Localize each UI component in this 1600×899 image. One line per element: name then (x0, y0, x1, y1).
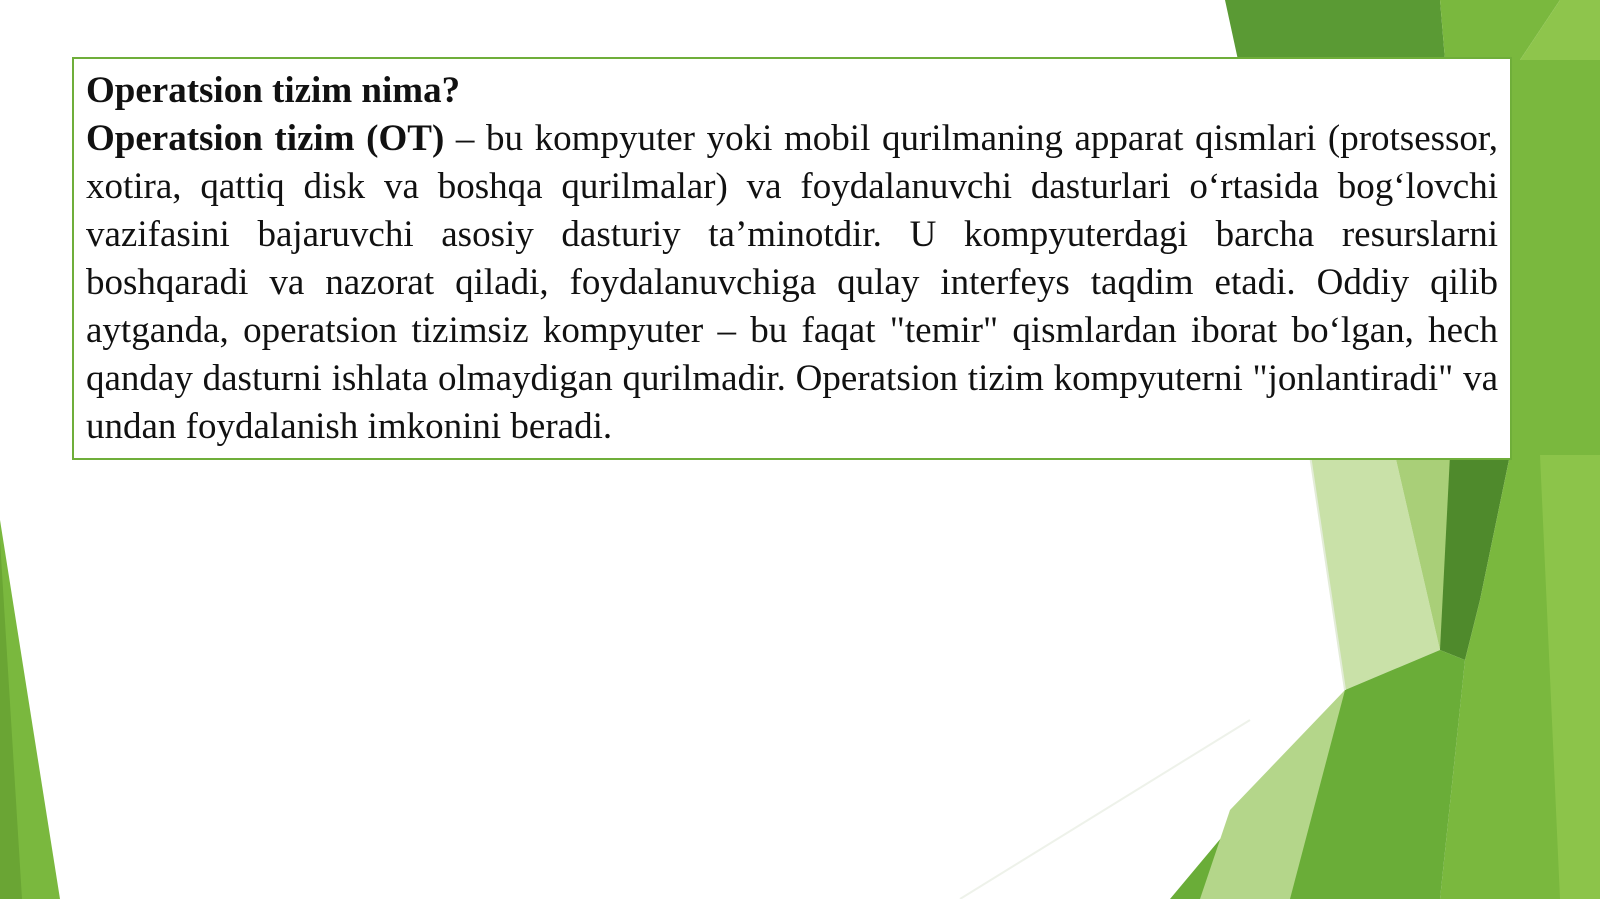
definition-term: Operatsion tizim (OT) (86, 118, 445, 159)
definition-text: – bu kompyuter yoki mobil qurilmaning apparat qismlari (protsessor, xotira, qattiq disk va boshqa qurilmalar) va foydalanuvchi dasturlari o‘rtasida bog‘lovchi vazifasini bajaruvchi asosiy dasturiy ta’minotdir. U kompyuterdagi barcha resurslarni boshqaradi va nazorat qiladi, foydalanuvchiga qulay interfeys taqdim etadi. Oddiy qilib aytganda, operatsion tizimsiz kompyuter – bu faqat "temir" qismlardan iborat bo‘lgan, hech qanday dasturni ishlata olmaydigan qurilmadir. Operatsion tizim kompyuterni "jonlantiradi" va undan foydalanish imkonini beradi. (86, 118, 1499, 447)
right-edge-band (1510, 60, 1600, 455)
slide-heading: Operatsion tizim nima? (86, 70, 461, 111)
definition-paragraph (86, 115, 1498, 451)
content-text-box (72, 57, 1512, 460)
right-top-dark-facet (1225, 0, 1445, 60)
